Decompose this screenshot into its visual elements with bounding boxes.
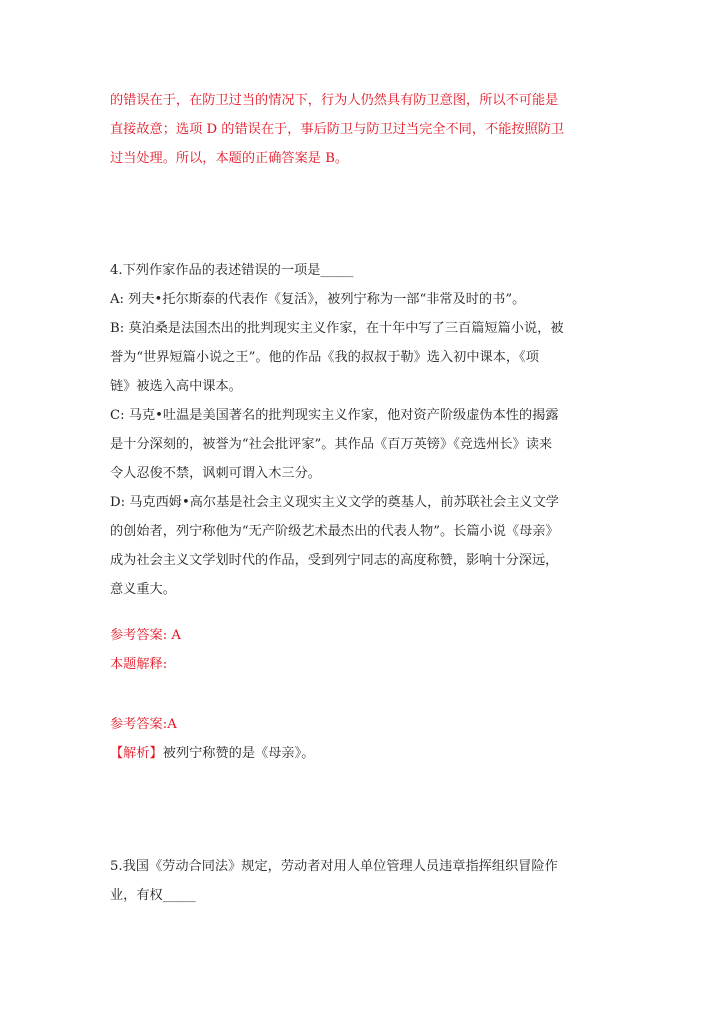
explanation-label: 本题解释: [110,657,168,672]
answer-section [110,621,616,679]
option-b-line: 誉为“世界短篇小说之王”。他的作品《我的叔叔于勒》选入初中课本，《项 [110,350,539,365]
explanation-line: 过当处理。所以，本题的正确答案是 B。 [110,151,349,166]
reference-answer: 参考答案: A [110,628,181,643]
explanation-section [110,710,616,768]
question-5 [110,852,616,910]
explanation-line: 直接故意；选项 D 的错误在于，事后防卫与防卫过当完全不同，不能按照防卫 [110,122,565,137]
explanation-line: 的错误在于，在防卫过当的情况下，行为人仍然具有防卫意图，所以不可能是 [110,93,559,108]
option-d-line: 的创始者，列宁称他为“无产阶级艺术最杰出的代表人物”。长篇小说《母亲》 [110,524,559,539]
option-d-line: 意义重大。 [110,582,176,597]
option-c-line: C: 马克•吐温是美国著名的批判现实主义作家，他对资产阶级虚伪本性的揭露 [110,408,559,423]
option-a-line: A: 列夫•托尔斯泰的代表作《复活》，被列宁称为一部“非常及时的书”。 [110,292,526,307]
reference-answer-secondary: 参考答案:A [110,717,177,732]
previous-question-explanation [110,86,616,173]
option-d-line: D: 马克西姆•高尔基是社会主义现实主义文学的奠基人，前苏联社会主义文学 [110,495,559,510]
option-c-line: 令人忍俊不禁，讽刺可谓入木三分。 [110,466,321,481]
option-b-line: B: 莫泊桑是法国杰出的批判现实主义作家，在十年中写了三百篇短篇小说，被 [110,321,564,336]
question-4 [110,256,616,604]
question-stem-line: 业，有权_____ [110,888,196,903]
question-stem-line: 5.我国《劳动合同法》规定，劳动者对用人单位管理人员违章指挥组织冒险作 [110,859,558,874]
analysis-text: 被列宁称赞的是《母亲》。 [162,746,315,761]
option-d-line: 成为社会主义文学划时代的作品，受到列宁同志的高度称赞，影响十分深远， [110,553,559,568]
question-stem: 4.下列作家作品的表述错误的一项是_____ [110,263,354,278]
analysis-label: 【解析】 [110,746,163,761]
option-c-line: 是十分深刻的，被誉为“社会批评家”。其作品《百万英镑》《竞选州长》读来 [110,437,553,452]
option-b-line: 链》被选入高中课本。 [110,379,242,394]
analysis-line [110,739,616,768]
